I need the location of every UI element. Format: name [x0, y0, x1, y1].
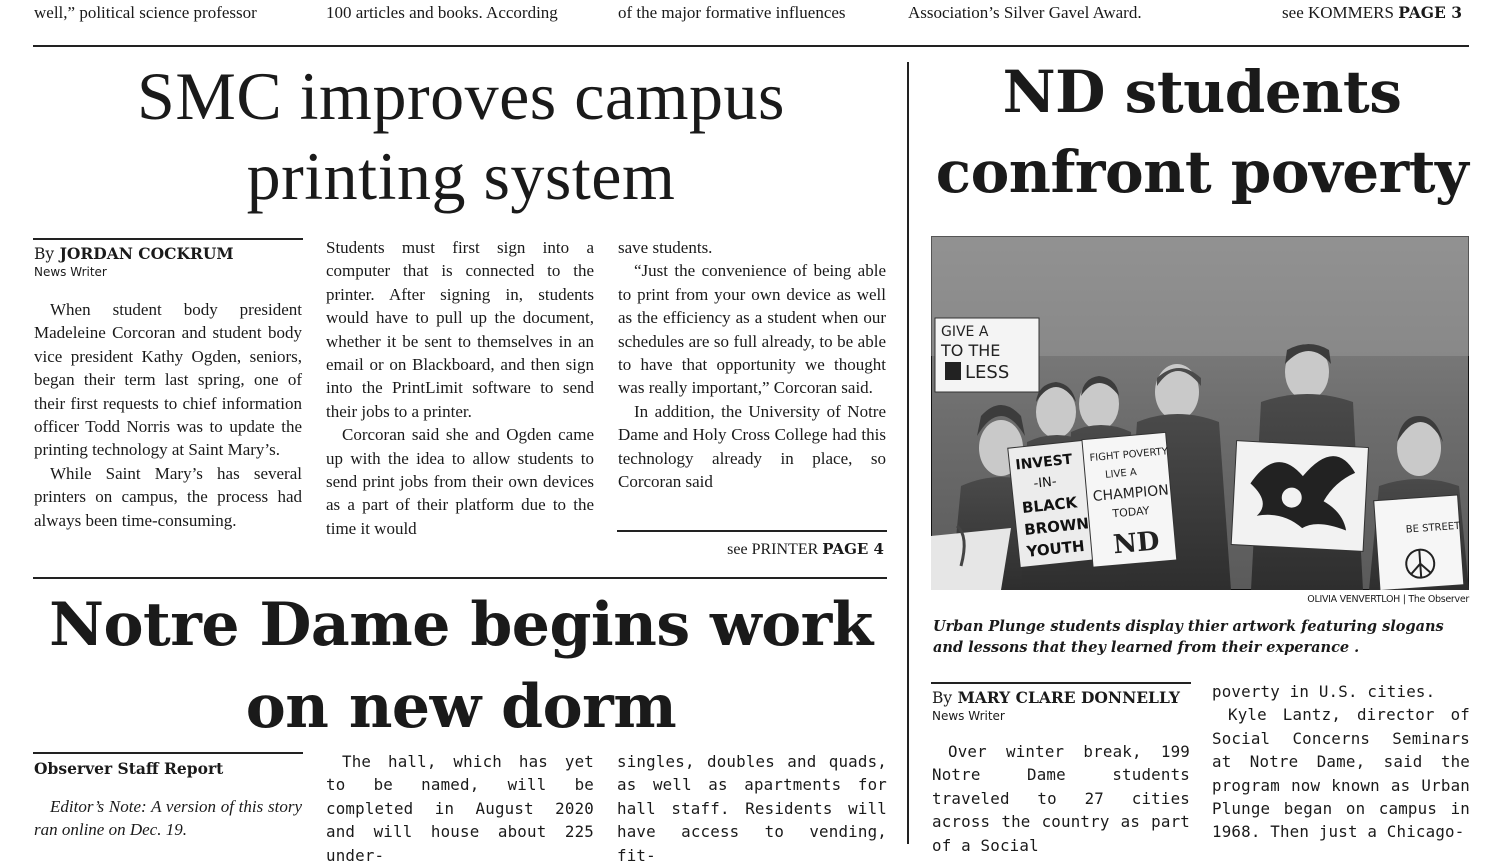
kommers-jump-line[interactable]	[1200, 3, 1462, 27]
smc-headline-line2: printing system	[246, 138, 676, 214]
svg-text:LESS: LESS	[965, 362, 1010, 383]
smc-jump-rule	[617, 530, 887, 532]
smc-paragraph: When student body president Madeleine Corcoran and student body vice president Kathy Ogden, seniors, began their term last spring, one of their first requests to chief information officer Todd Norris was to update the printing technology at Saint Mary’s.	[34, 300, 302, 460]
photo-credit: OLIVIA VENVERTLOH | The Observer	[1307, 594, 1469, 605]
svg-text:BE STREET: BE STREET	[1405, 520, 1461, 536]
dorm-column-1	[34, 759, 302, 842]
smc-column-3	[618, 236, 886, 493]
poverty-paragraph: poverty in U.S. cities.	[1212, 682, 1436, 701]
jump-page-text: PAGE 4	[822, 540, 884, 558]
jump-see-text: see PRINTER	[727, 541, 819, 558]
jump-see-text: see KOMMERS	[1282, 3, 1394, 22]
poverty-byline-rule	[931, 682, 1191, 684]
printer-jump-line[interactable]	[618, 540, 884, 559]
smc-paragraph: Corcoran said she and Ogden came up with the idea to allow students to send print jobs from their own devices as a part of their platform due to the time it would	[326, 425, 594, 538]
urban-plunge-photo[interactable]	[931, 236, 1469, 590]
dorm-column-2	[326, 750, 594, 867]
smc-paragraph: “Just the convenience of being able to print from your own device as well as the efficiency as a student when our schedules are so full already, to be able to have that opportunity we thought was really important,” Corcoran said.	[618, 261, 886, 398]
jump-page-text: PAGE 3	[1398, 3, 1462, 22]
smc-byline: By JORDAN COCKRUM	[34, 244, 234, 263]
poverty-paragraph: Over winter break, 199 Notre Dame students traveled to 27 cities across the country as part of a Social	[932, 742, 1190, 855]
svg-text:TODAY: TODAY	[1111, 504, 1150, 521]
dorm-editor-note: Editor’s Note: A version of this story ran online on Dec. 19.	[34, 797, 302, 840]
smc-paragraph: save students.	[618, 238, 713, 257]
poverty-headline-line2: confront poverty	[935, 138, 1469, 206]
svg-text:BROWN: BROWN	[1023, 514, 1090, 539]
poverty-byline-name: MARY CLARE DONNELLY	[957, 688, 1180, 707]
svg-text:ND: ND	[1111, 526, 1161, 561]
smc-column-2	[326, 236, 594, 540]
smc-paragraph: While Saint Mary’s has several printers on campus, the process had always been time-consuming.	[34, 463, 302, 530]
svg-text:FIGHT POVERTY: FIGHT POVERTY	[1089, 446, 1169, 465]
dorm-byline-rule	[33, 752, 303, 754]
svg-text:TO THE: TO THE	[941, 341, 1001, 360]
svg-text:GIVE A: GIVE A	[941, 324, 989, 340]
svg-text:YOUTH: YOUTH	[1025, 536, 1086, 561]
svg-text:CHAMPION: CHAMPION	[1092, 482, 1170, 505]
top-strip-col2: 100 articles and books. According	[326, 3, 558, 22]
smc-paragraph: Students must first sign into a computer that is connected to the printer. After signing in, students would have to pull up the document, whether it be sent to themselves in an email or on Blackboard, and then sign into the PrintLimit software to send their jobs to a printer.	[326, 238, 594, 421]
smc-paragraph: In addition, the University of Notre Dame and Holy Cross College had this technology already in place, so Corcoran said	[618, 401, 886, 492]
poverty-paragraph: Kyle Lantz, director of Social Concerns Seminars at Notre Dame, said the program now known as Urban Plunge began on campus in 1968. Then just a Chicago-	[1212, 705, 1470, 842]
smc-byline-name: JORDAN COCKRUM	[59, 244, 234, 263]
smc-column-1	[34, 244, 302, 532]
column-divider	[907, 62, 909, 844]
svg-text:BLACK: BLACK	[1021, 493, 1078, 518]
smc-byline-rule	[33, 238, 303, 240]
smc-headline[interactable]	[34, 56, 888, 216]
dorm-paragraph: The hall, which has yet to be named, will be completed in August 2020 and will house about 225 under-	[326, 752, 594, 865]
top-divider	[33, 45, 1469, 47]
dorm-headline-line1: Notre Dame begins work	[49, 590, 873, 660]
poverty-byline-role: News Writer	[932, 709, 1005, 723]
svg-text:INVEST: INVEST	[1014, 451, 1074, 474]
svg-text:-IN-: -IN-	[1032, 474, 1058, 492]
svg-text:LIVE A: LIVE A	[1104, 467, 1138, 481]
dorm-byline: Observer Staff Report	[34, 759, 224, 778]
smc-byline-role: News Writer	[34, 265, 107, 279]
dorm-paragraph: singles, doubles and quads, as well as apartments for hall staff. Residents will have access to vending, fit-	[617, 752, 887, 865]
dorm-headline[interactable]	[34, 584, 888, 748]
photo-caption: Urban Plunge students display thier artwork featuring slogans and lessons that they learned from their experance .	[933, 618, 1444, 656]
poverty-headline[interactable]	[922, 52, 1482, 212]
smc-headline-line1: SMC improves campus	[137, 58, 785, 134]
poverty-column-2	[1212, 680, 1470, 844]
dorm-column-3	[617, 750, 887, 867]
top-strip-col3: of the major formative influences	[618, 3, 846, 22]
top-strip-col4: Association’s Silver Gavel Award.	[908, 3, 1142, 22]
poverty-headline-line1: ND students	[1002, 58, 1402, 126]
poverty-column-1	[932, 688, 1190, 857]
smc-dorm-divider	[33, 577, 887, 579]
top-strip-col1: well,” political science professor	[34, 3, 257, 22]
poverty-byline: By MARY CLARE DONNELLY	[932, 688, 1180, 707]
dorm-headline-line2: on new dorm	[245, 672, 677, 742]
